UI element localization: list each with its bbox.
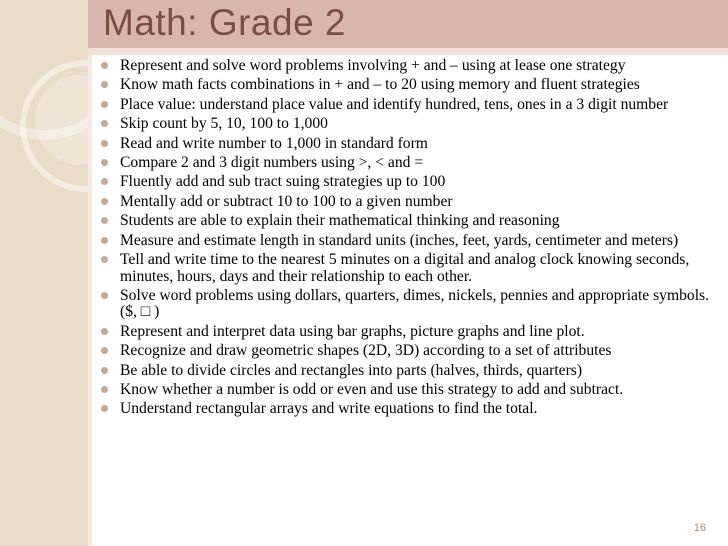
bullet-dot-icon	[101, 405, 108, 412]
bullet-item	[96, 58, 724, 75]
bullet-item	[96, 343, 724, 360]
bullet-item	[96, 401, 724, 418]
bullet-dot-icon	[101, 198, 108, 205]
bullet-text: Read and write number to 1,000 in standard form	[120, 134, 428, 152]
bullet-item	[96, 213, 724, 230]
bullet-text: Compare 2 and 3 digit numbers using >, < and =	[120, 153, 424, 171]
bullet-text: Understand rectangular arrays and write equations to find the total.	[120, 400, 538, 418]
bullet-dot-icon	[101, 159, 108, 166]
bullet-text: Skip count by 5, 10, 100 to 1,000	[120, 115, 328, 133]
bullet-item	[96, 363, 724, 380]
bullet-text: Know math facts combinations in + and – to 20 using memory and fluent strategies	[120, 76, 640, 94]
bullet-text: Know whether a number is odd or even and use this strategy to add and subtract.	[120, 381, 624, 399]
bullet-item	[96, 174, 724, 191]
bullet-text: Tell and write time to the nearest 5 minutes on a digital and analog clock knowing seconds, minutes, hours, days and their relationship to each other.	[120, 250, 690, 285]
bullet-item	[96, 97, 724, 114]
bullet-dot-icon	[101, 101, 108, 108]
bullet-dot-icon	[101, 178, 108, 185]
slide-title: Math: Grade 2	[103, 2, 347, 43]
bullet-dot-icon	[101, 120, 108, 127]
bullet-item	[96, 233, 724, 250]
bullet-dot-icon	[101, 367, 108, 374]
bullet-item	[96, 155, 724, 172]
bullet-item	[96, 194, 724, 211]
bullet-dot-icon	[101, 328, 108, 335]
bullet-item	[96, 288, 724, 321]
decorative-sidebar	[0, 0, 88, 546]
bullet-list	[96, 58, 724, 421]
content-frame-edge	[88, 55, 92, 546]
bullet-dot-icon	[101, 81, 108, 88]
title-underline-bar	[88, 48, 728, 55]
bullet-item	[96, 116, 724, 133]
slide-number: 16	[693, 522, 706, 534]
bullet-text: Solve word problems using dollars, quarters, dimes, nickels, pennies and appropriate symbols. ($, □ )	[120, 286, 709, 321]
bullet-dot-icon	[101, 217, 108, 224]
bullet-text: Be able to divide circles and rectangles into parts (halves, thirds, quarters)	[120, 361, 583, 379]
bullet-text: Students are able to explain their mathematical thinking and reasoning	[120, 212, 560, 230]
bullet-dot-icon	[101, 292, 108, 299]
bullet-item	[96, 382, 724, 399]
bullet-text: Represent and interpret data using bar graphs, picture graphs and line plot.	[120, 322, 585, 340]
bullet-dot-icon	[101, 237, 108, 244]
bullet-dot-icon	[101, 347, 108, 354]
bullet-dot-icon	[101, 256, 108, 263]
bullet-item	[96, 252, 724, 285]
bullet-text: Fluently add and sub tract suing strategies up to 100	[120, 173, 446, 191]
bullet-dot-icon	[101, 62, 108, 69]
bullet-item	[96, 324, 724, 341]
bullet-text: Represent and solve word problems involving + and – using at lease one strategy	[120, 57, 626, 74]
bullet-text: Measure and estimate length in standard units (inches, feet, yards, centimeter and meters)	[120, 231, 679, 249]
bullet-text: Place value: understand place value and identify hundred, tens, ones in a 3 digit number	[120, 95, 669, 113]
bullet-text: Recognize and draw geometric shapes (2D, 3D) according to a set of attributes	[120, 342, 612, 360]
bullet-text: Mentally add or subtract 10 to 100 to a given number	[120, 192, 453, 210]
bullet-dot-icon	[101, 140, 108, 147]
bullet-dot-icon	[101, 386, 108, 393]
bullet-item	[96, 136, 724, 153]
bullet-item	[96, 77, 724, 94]
